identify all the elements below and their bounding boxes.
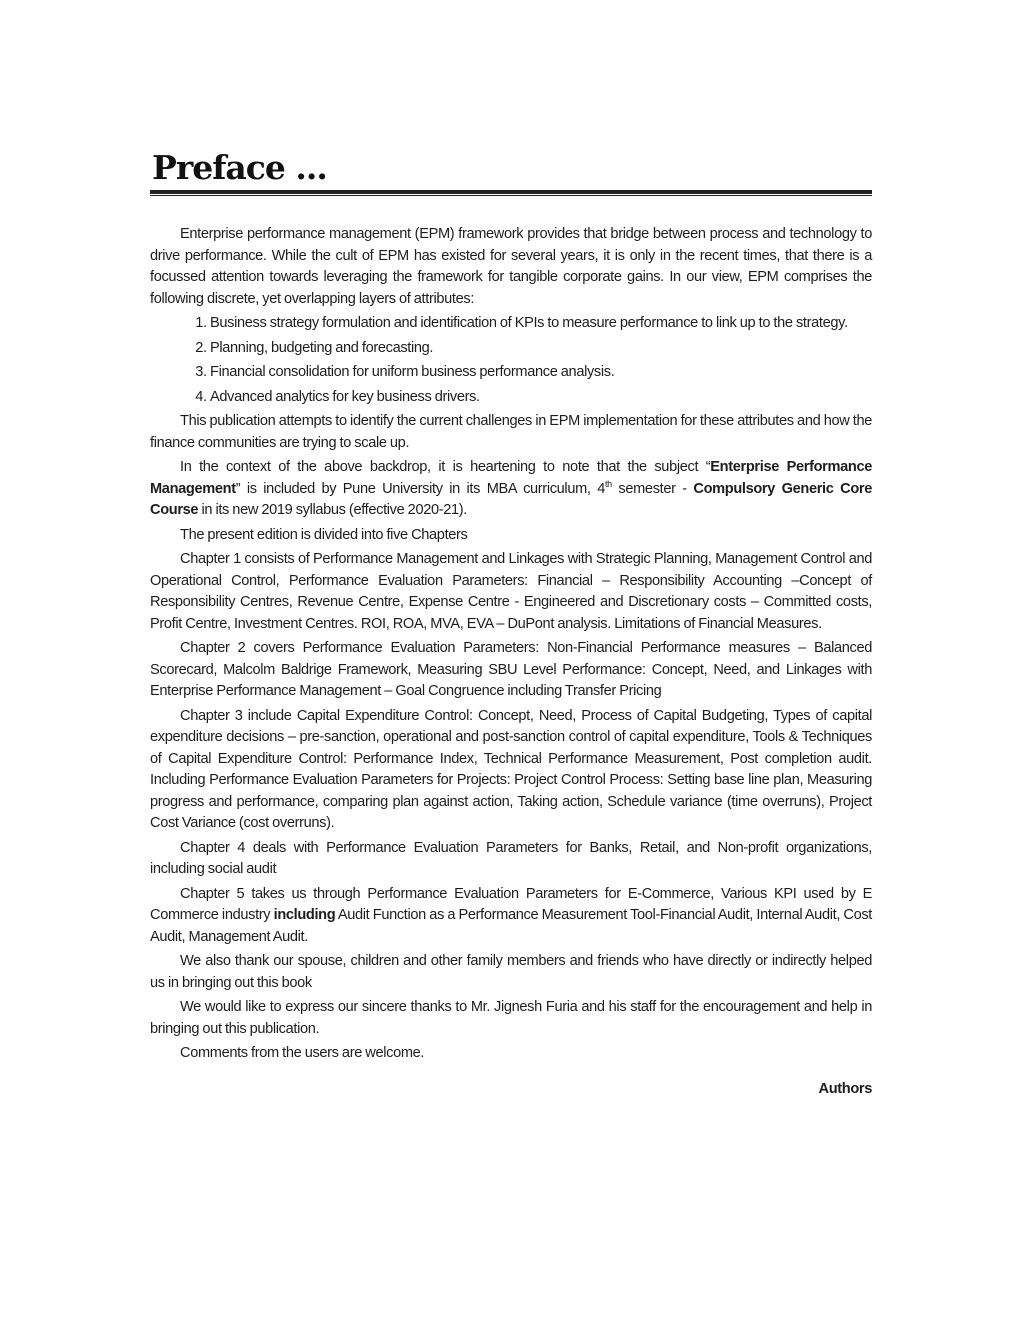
thanks-family-paragraph: We also thank our spouse, children and other family members and friends who have directly or indirectly helped us in bringing out this book [150,953,872,991]
ordinal-suffix: th [604,478,612,489]
chapter-5-paragraph: Chapter 5 takes us through Performance Evaluation Parameters for E-Commerce, Various KPI used by E Commerce industry including Audit Function as a Performance Measurement Tool-Financial Audit, Internal Audit, Cost Audit, Management Audit. [150,885,872,945]
publication-paragraph: This publication attempts to identify the current challenges in EPM implementation for these attributes and how the finance communities are trying to scale up. [150,413,872,451]
attribute-list [150,313,872,408]
chapter-4-paragraph: Chapter 4 deals with Performance Evaluation Parameters for Banks, Retail, and Non-profit organizations, including social audit [150,839,872,877]
context-paragraph: In the context of the above backdrop, it is heartening to note that the subject “Enterprise Performance Management” is included by Pune University in its MBA curriculum, 4th semester - Compulsory Generic Core Course in its new 2019 syllabus (effective 2020-21). [150,459,872,518]
chapter-1-paragraph: Chapter 1 consists of Performance Management and Linkages with Strategic Planning, Management Control and Operational Control, Performance Evaluation Parameters: Financial – Responsibility Accounting –Concept of Responsibility Centres, Revenue Centre, Expense Centre - Engineered and Discretionary costs – Committed costs, Profit Centre, Investment Centres. ROI, ROA, MVA, EVA – DuPont analysis. Limitations of Financial Measures. [150,551,872,632]
chapter-3-paragraph: Chapter 3 include Capital Expenditure Control: Concept, Need, Process of Capital Budgeting, Types of capital expenditure decisions – pre-sanction, operational and post-sanction control of capital expenditure, Tools & Techniques of Capital Expenditure Control: Performance Index, Technical Performance Measurement, Post completion audit. Including Performance Evaluation Parameters for Projects: Project Control Process: Setting base line plan, Measuring progress and performance, comparing plan against action, Taking action, Schedule variance (time overruns), Project Cost Variance (cost overruns). [150,707,872,831]
subject-name: Enterprise Performance Management [150,459,872,497]
list-item: 4. Advanced analytics for key business drivers. [210,387,872,409]
thanks-publisher-paragraph: We would like to express our sincere thanks to Mr. Jignesh Furia and his staff for the encouragement and help in bringing out this publication. [150,999,872,1037]
chapter-2-paragraph: Chapter 2 covers Performance Evaluation Parameters: Non-Financial Performance measures – Balanced Scorecard, Malcolm Baldrige Framework, Measuring SBU Level Performance: Concept, Need, and Linkages with Enterprise Performance Management – Goal Congruence including Transfer Pricing [150,640,872,699]
comments-paragraph: Comments from the users are welcome. [180,1045,425,1061]
list-item: 1. Business strategy formulation and identification of KPIs to measure performance to link up to the strategy. [210,313,872,335]
title-rule-thick [150,190,872,194]
including-bold: including [273,907,336,923]
list-item: 3. Financial consolidation for uniform business performance analysis. [210,362,872,384]
title-rule-thin [150,195,872,196]
preface-page [150,148,872,1103]
intro-paragraph: Enterprise performance management (EPM) framework provides that bridge between process and technology to drive performance. While the cult of EPM has existed for several years, it is only in the recent times, that there is a focussed attention towards leveraging the framework for tangible corporate gains. In our view, EPM comprises the following discrete, yet overlapping layers of attributes: [150,226,872,307]
signature: Authors [818,1080,872,1097]
page-title: Preface ... [152,148,327,187]
preface-body [150,224,872,1100]
list-item: 2. Planning, budgeting and forecasting. [210,338,872,360]
course-name: Compulsory Generic Core Course [150,480,872,518]
divided-paragraph: The present edition is divided into five Chapters [180,526,468,543]
